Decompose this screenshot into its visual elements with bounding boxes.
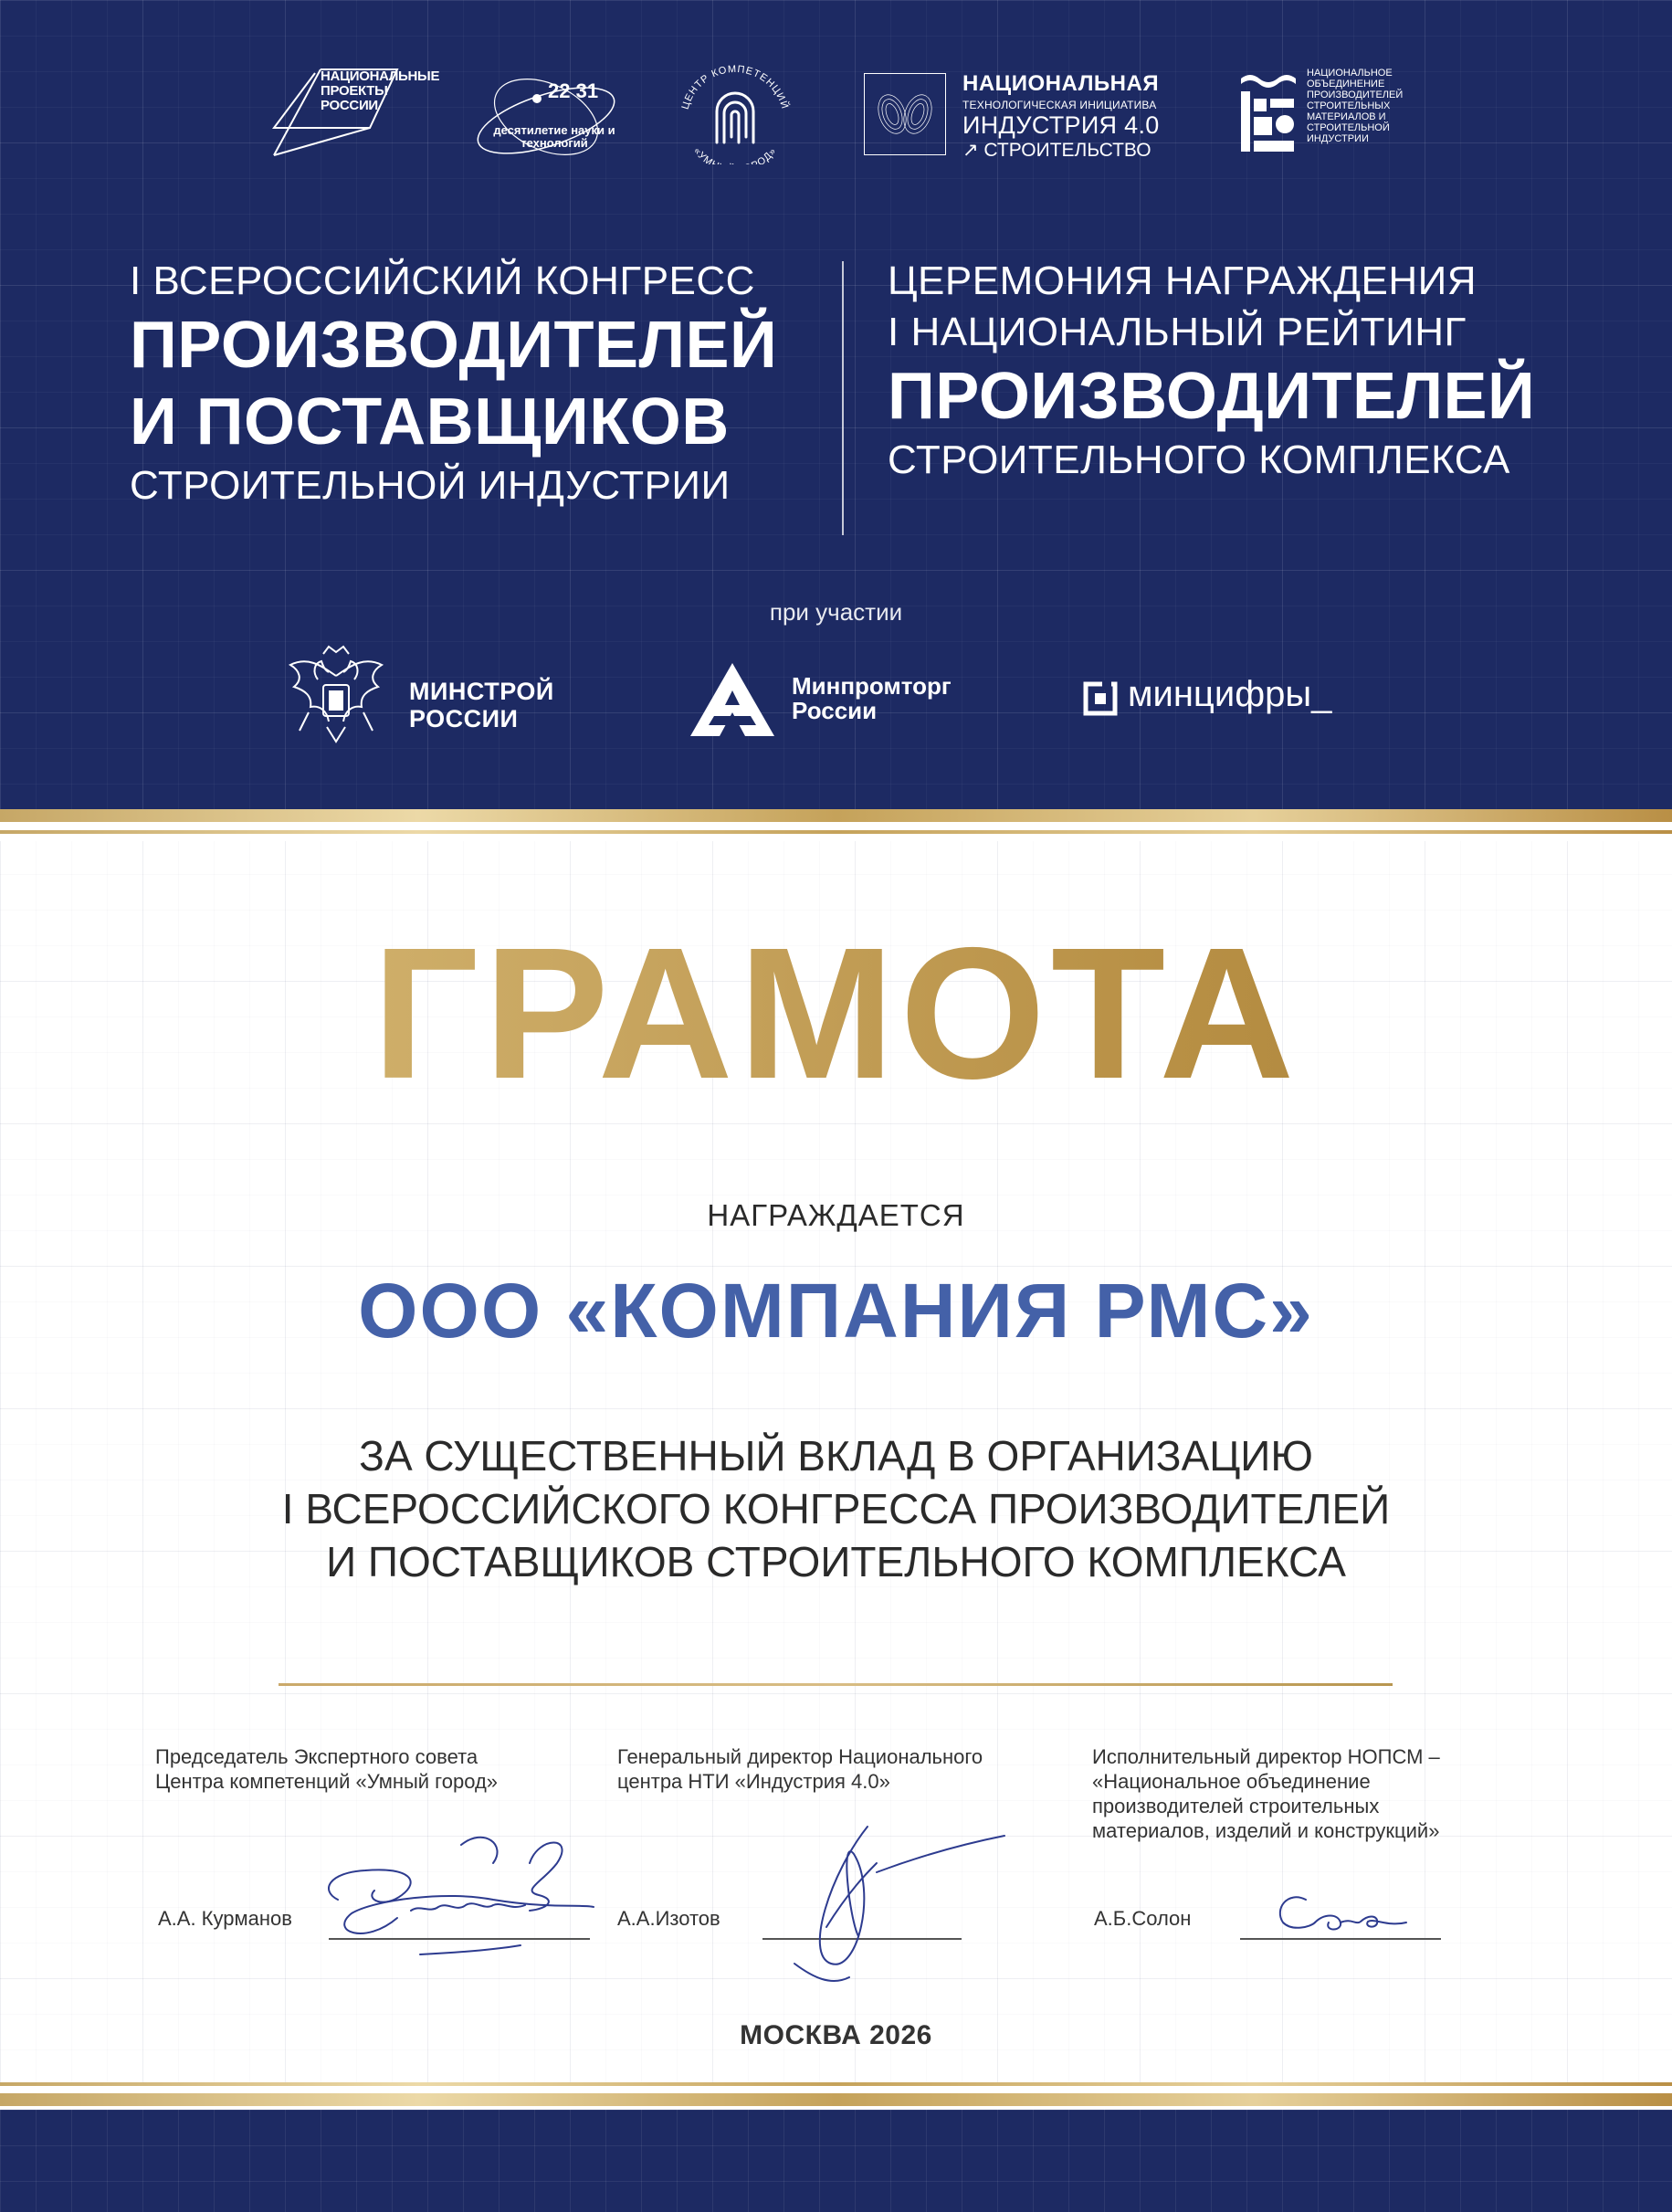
- signer-2-title: [617, 1744, 1074, 1794]
- signer-3-signature: [1269, 1881, 1452, 1954]
- signer-2-title-line-2: центра НТИ «Индустрия 4.0»: [617, 1770, 890, 1793]
- double-headed-eagle-icon: [272, 639, 400, 758]
- nopsm-emblem-icon: [1237, 71, 1301, 155]
- partner-logos: [0, 639, 1672, 758]
- minpromtorg-triangle-icon: [687, 659, 778, 742]
- nti-line-4: ↗ СТРОИТЕЛЬСТВО: [962, 140, 1151, 161]
- organizer-logos: [0, 64, 1672, 164]
- signer-3-name: А.Б.Солон: [1094, 1907, 1192, 1930]
- header-banner: [0, 0, 1672, 809]
- signer-2-name: А.А.Изотов: [617, 1907, 720, 1930]
- gold-band-top-thick: [0, 809, 1672, 822]
- reason-line-2: I ВСЕРОССИЙСКОГО КОНГРЕССА ПРОИЗВОДИТЕЛЕЙ: [281, 1485, 1391, 1533]
- congress-title-line-1: I ВСЕРОССИЙСКИЙ КОНГРЕСС: [130, 258, 755, 303]
- participation-label: при участии: [769, 598, 903, 626]
- minpromtorg-text: [792, 674, 952, 723]
- mincifry-text: минцифры_: [1128, 674, 1332, 714]
- congress-title-line-2: ПРОИЗВОДИТЕЛЕЙ: [130, 309, 778, 382]
- gold-band-bottom-thick: [0, 2093, 1672, 2106]
- nti-line-2: ТЕХНОЛОГИЧЕСКАЯ ИНИЦИАТИВА: [962, 99, 1157, 111]
- nti-industry-logo: [864, 64, 1174, 164]
- ceremony-title-line-1: ЦЕРЕМОНИЯ НАГРАЖДЕНИЯ: [888, 258, 1477, 303]
- signer-1-title-line-2: Центра компетенций «Умный город»: [155, 1770, 499, 1793]
- signer-3-title-line-4: материалов, изделий и конструкций»: [1092, 1819, 1440, 1842]
- decade-science-logo: [466, 64, 626, 164]
- signer-1-title: [155, 1744, 584, 1794]
- nti-emblem: [864, 73, 946, 155]
- minstroy-line-2: РОССИИ: [409, 705, 519, 732]
- national-projects-logo: [269, 64, 440, 164]
- signer-3-title-line-1: Исполнительный директор НОПСМ –: [1092, 1745, 1440, 1768]
- minstroy-line-1: МИНСТРОЙ: [409, 678, 554, 705]
- ceremony-title-line-4: СТРОИТЕЛЬНОГО КОМПЛЕКСА: [888, 437, 1510, 482]
- minstroy-logo: [272, 639, 573, 758]
- lorenz-attractor-icon: [865, 74, 945, 154]
- smart-city-logo: [667, 64, 804, 164]
- fingerprint-icon: [667, 64, 804, 164]
- signer-3-title-line-3: производителей строительных: [1092, 1795, 1380, 1817]
- decade-text: десятилетие науки и технологий: [493, 123, 615, 150]
- nopsm-text: НАЦИОНАЛЬНОЕ ОБЪЕДИНЕНИЕ ПРОИЗВОДИТЕЛЕЙ СТРОИТЕЛЬНЫХ МАТЕРИАЛОВ И СТРОИТЕЛЬНОЙ ИНДУСТРИИ: [1307, 68, 1404, 144]
- gold-divider: [279, 1683, 1393, 1686]
- minpromtorg-logo: [687, 639, 997, 758]
- awardee-company: ООО «КОМПАНИЯ РМС»: [358, 1268, 1314, 1354]
- ceremony-title: [888, 256, 1545, 486]
- ceremony-title-line-2: I НАЦИОНАЛЬНЫЙ РЕЙТИНГ: [888, 310, 1467, 354]
- gold-band-bottom-thin: [0, 2082, 1672, 2086]
- signer-1-signature: [310, 1827, 603, 1964]
- signer-3-title-line-2: «Национальное объединение: [1092, 1770, 1371, 1793]
- congress-title-line-3: И ПОСТАВЩИКОВ: [130, 385, 730, 458]
- signer-2-signature: [776, 1817, 1014, 1991]
- congress-title: [130, 256, 805, 511]
- event-titles: [0, 256, 1672, 548]
- svg-text:«УМНЫЙ ГОРОД»: «УМ ОД»: [691, 145, 779, 164]
- signer-1-name: А.А. Курманов: [158, 1907, 292, 1930]
- national-projects-text: НАЦИОНАЛЬНЫЕ ПРОЕКТЫ РОССИИ: [321, 68, 440, 113]
- minstroy-text: [409, 678, 554, 732]
- gold-band-top-thin: [0, 830, 1672, 834]
- signer-2-title-line-1: Генеральный директор Национального: [617, 1745, 983, 1768]
- ceremony-title-line-3: ПРОИЗВОДИТЕЛЕЙ: [888, 360, 1536, 433]
- reason-line-1: ЗА СУЩЕСТВЕННЫЙ ВКЛАД В ОРГАНИЗАЦИЮ: [359, 1432, 1313, 1480]
- reason-line-3: И ПОСТАВЩИКОВ СТРОИТЕЛЬНОГО КОМПЛЕКСА: [326, 1538, 1346, 1585]
- award-reason: [0, 1429, 1672, 1588]
- congress-title-line-4: СТРОИТЕЛЬНОЙ ИНДУСТРИИ: [130, 463, 731, 508]
- minpromtorg-line-2: России: [792, 697, 878, 724]
- decade-years: 22 31: [548, 79, 599, 102]
- signer-1-title-line-1: Председатель Экспертного совета: [155, 1745, 478, 1768]
- title-divider: [842, 261, 844, 535]
- footer-banner: [0, 2110, 1672, 2212]
- certificate-title: ГРАМОТА: [0, 913, 1672, 1114]
- signer-3-title: [1092, 1744, 1567, 1843]
- awarded-label: НАГРАЖДАЕТСЯ: [707, 1198, 965, 1232]
- svg-text:ЦЕНТР КОМПЕТЕНЦИЙ: ЦЕНТР КОМПЕТЕНЦИЙ: [679, 64, 791, 111]
- city-year: МОСКВА 2026: [740, 2020, 932, 2050]
- nti-line-1: НАЦИОНАЛЬНАЯ: [962, 71, 1160, 96]
- nopsm-logo: [1237, 64, 1420, 164]
- minpromtorg-line-1: Минпромторг: [792, 672, 952, 700]
- nti-line-3: ИНДУСТРИЯ 4.0: [962, 111, 1160, 139]
- mincifry-logo: [1082, 639, 1383, 758]
- mincifry-square-icon: [1082, 680, 1119, 717]
